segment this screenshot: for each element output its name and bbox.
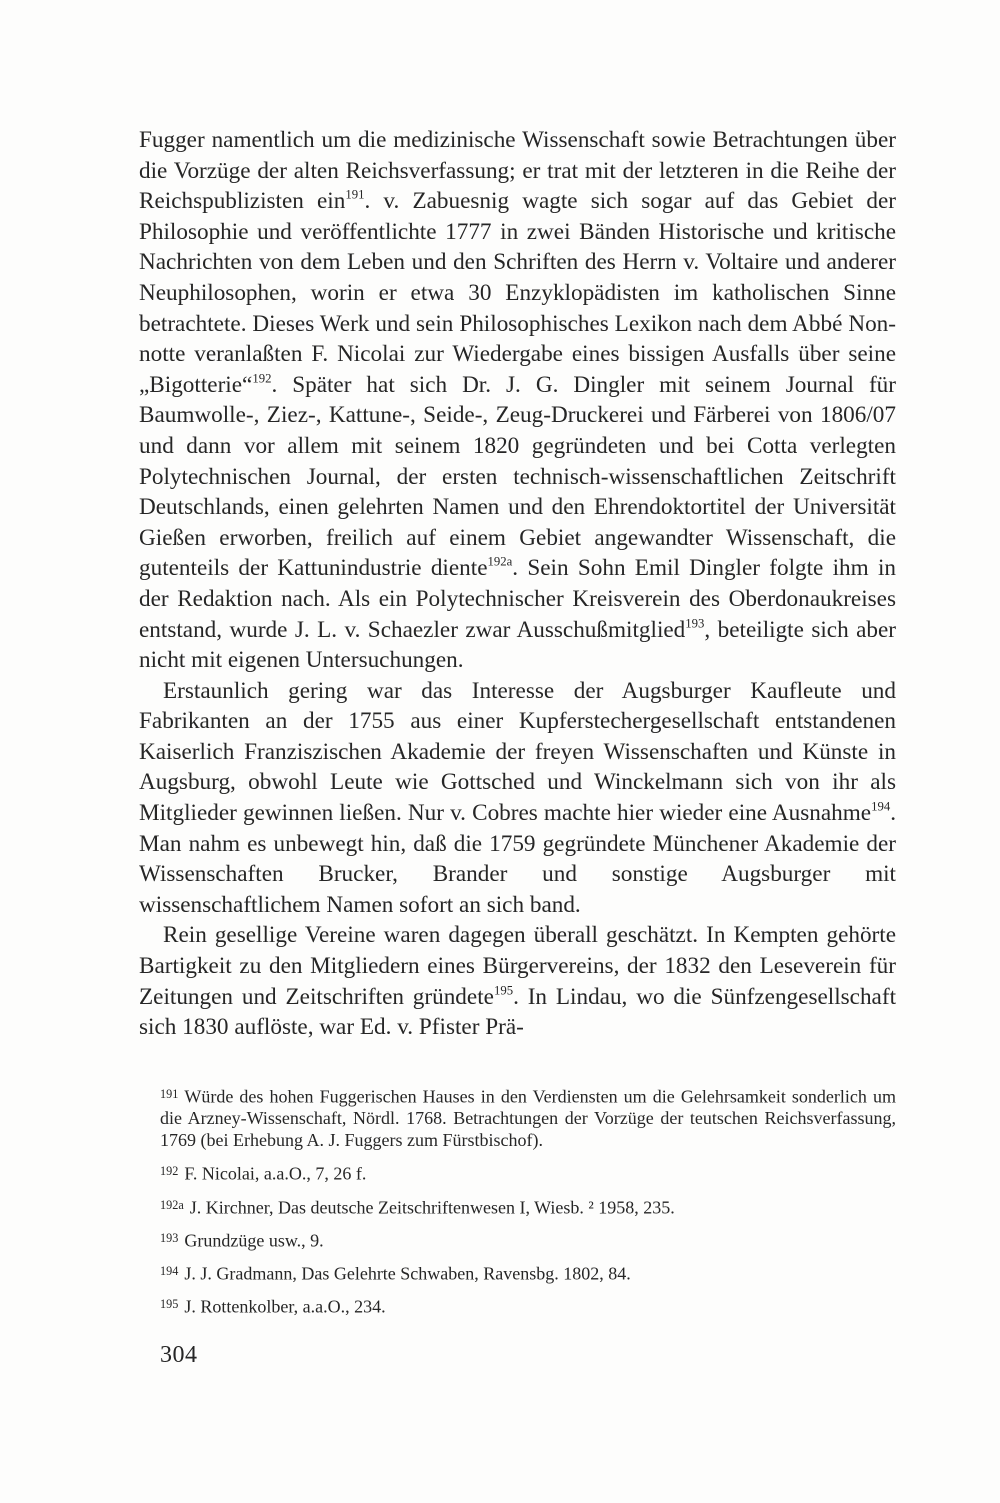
text-run: Erstaunlich gering war das Interesse der Augsburger Kaufleute und Fabrikanten an der 1755 aus einer Kupferstechergesellschaft entstandenen Kaiserlich Franziszischen Akademie der freyen Wissenschaften und Künste in Augsburg, obwohl Leute wie Gottsched und Winckelmann sich von ihr als Mitglieder gewinnen ließen. Nur v. Cobres machte hier wieder eine Ausnahme: [139, 677, 896, 827]
footnote: [160, 1160, 896, 1184]
text-run: . In Lindau, wo die Sünfzengesellschaft sich 1830 auflöste, war Ed. v. Pfister Prä-: [139, 983, 897, 1041]
footnote-text: Grundzüge usw., 9.: [184, 1230, 324, 1251]
footnote-ref: 194: [871, 799, 891, 814]
text-run: . Später hat sich Dr. J. G. Dingler mit seinem Journal für Baumwolle-, Ziez-, Kattune-, Seide-, Zeug-Druckerei und Färberei von 1806/07 und dann vor allem mit seinem 1820 gegründeten und bei Cotta verlegten Polytechnischen Journal, der ersten technisch-wissenschaftlichen Zeitschrift Deutschlands, einen gelehrten Namen und den Ehrendoktortitel der Universität Gießen erworben, freilich auf einem Gebiet angewandter Wissenschaft, die gutenteils der Kattunindustrie diente: [139, 371, 896, 582]
main-text: [139, 125, 896, 1043]
footnote-text: Würde des hohen Fuggerischen Hauses in den Verdiensten um die Gelehrsamkeit sonderlich um die Arzney-Wissenschaft, Nördl. 1768. Betrachtungen der Vorzüge der teutschen Reichsverfassung, 1769 (bei Erhebung A. J. Fuggers zum Fürstbischof).: [160, 1086, 896, 1151]
footnote-ref: 193: [685, 615, 705, 630]
footnote-number: 191: [160, 1087, 179, 1101]
footnote-text: J. Kirchner, Das deutsche Zeitschriftenwesen I, Wiesb. ² 1958, 235.: [189, 1196, 675, 1217]
text-run: , beteiligte sich aber nicht mit eigenen Untersuchungen.: [139, 616, 896, 674]
footnote-ref: 191: [345, 187, 365, 202]
footnote: [160, 1194, 896, 1218]
footnote-number: 192: [160, 1164, 179, 1179]
page-number: 304: [160, 1342, 198, 1368]
footnote: [160, 1293, 896, 1317]
footnote-number: 194: [160, 1264, 179, 1279]
footnote-number: 192a: [160, 1197, 184, 1212]
footnote-ref: 192a: [487, 554, 513, 569]
footnote-number: 195: [160, 1297, 179, 1312]
footnote-text: J. Rottenkolber, a.a.O., 234.: [184, 1296, 386, 1317]
paragraph: [139, 676, 896, 921]
footnote: [160, 1083, 896, 1151]
footnote-number: 193: [160, 1230, 179, 1245]
footnote-text: F. Nicolai, a.a.O., 7, 26 f.: [184, 1163, 367, 1184]
text-run: Rein gesellige Vereine waren dagegen überall geschätzt. In Kempten gehörte Bartigkeit zu den Mitgliedern eines Bürgervereins, der 1832 den Leseverein für Zeitungen und Zeitschriften gründete: [139, 922, 896, 1010]
text-run: . v. Zabuesnig wagte sich sogar auf das Gebiet der Philosophie und veröffentlichte 1777 in zwei Bänden Historische und kritische Nachrichten von dem Leben und den Schriften des Herrn v. Voltaire und anderer Neuphilosophen, worin er etwa 30 Enzyklopädisten im katholischen Sinne betrachtete. Dieses Werk und sein Philosophisches Lexikon nach dem Abbé Nonnotte veranlaßten F. Nicolai zur Wiedergabe eines bissigen Ausfalls über seine „Bigotterie“: [139, 188, 896, 398]
footnote-ref: 192: [252, 371, 272, 386]
footnote: [160, 1260, 896, 1284]
text-run: . Sein Sohn Emil Dingler folgte ihm in der Redaktion nach. Als ein Polytechnischer Kreisverein des Oberdonaukreises entstand, wurde J. L. v. Schaezler zwar Ausschußmitglied: [139, 555, 896, 643]
footnote-text: J. J. Gradmann, Das Gelehrte Schwaben, Ravensbg. 1802, 84.: [184, 1263, 631, 1284]
footnotes: [160, 1083, 896, 1327]
text-run: Fugger namentlich um die medizinische Wissenschaft sowie Betrachtungen über die Vorzüge der alten Reichsverfassung; er trat mit der letzteren in die Reihe der Reichspublizisten ein: [139, 127, 896, 215]
paragraph: [139, 125, 896, 676]
paragraph: [139, 920, 896, 1042]
footnote-ref: 195: [493, 983, 514, 998]
text-run: . Man nahm es unbewegt hin, daß die 1759 gegründete Münchener Akademie der Wissenschaften Brucker, Brander und sonstige Augsburger mit wissenschaftlichem Namen sofort an sich band.: [139, 800, 896, 918]
footnote: [160, 1227, 896, 1251]
